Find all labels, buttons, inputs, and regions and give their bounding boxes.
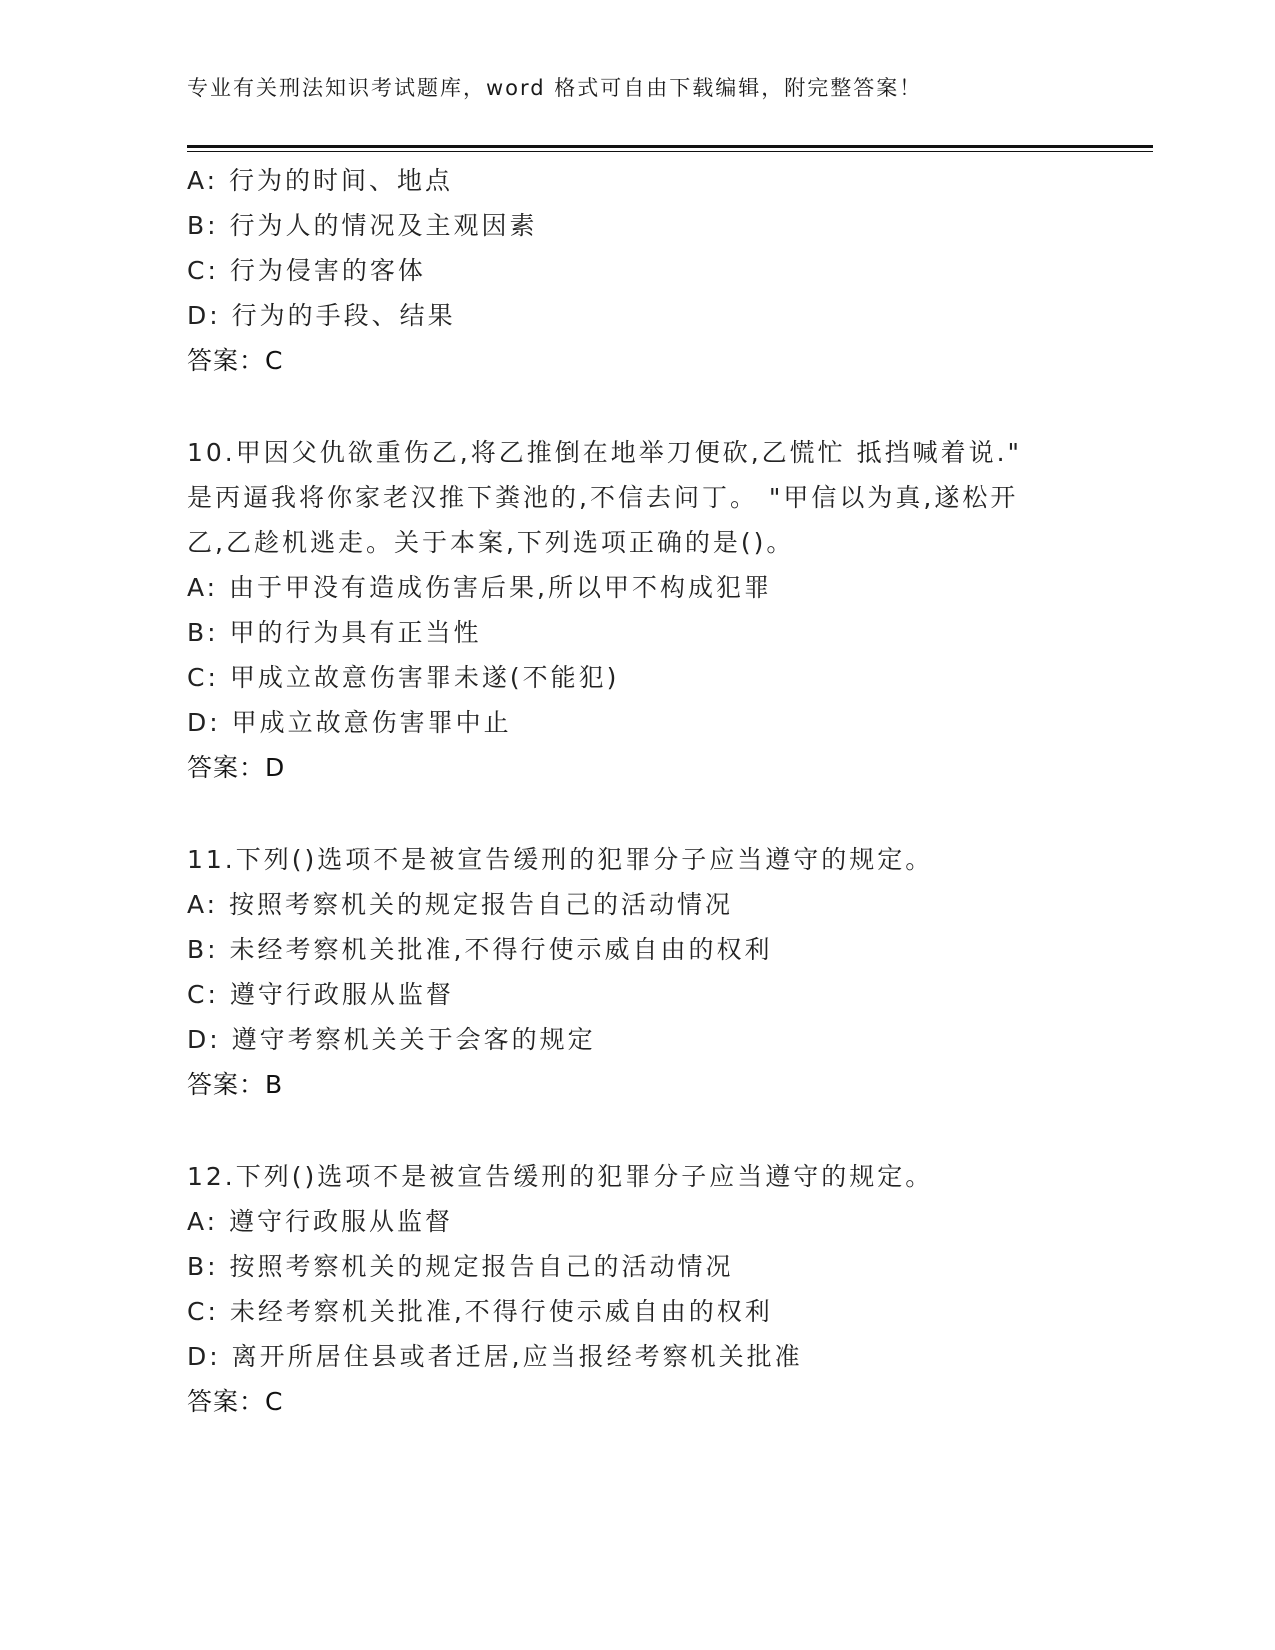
answer-line: 答案：C — [187, 1387, 284, 1416]
option-c: C: 甲成立故意伤害罪未遂(不能犯) — [187, 663, 620, 692]
question-stem-line: 10.甲因父仇欲重伤乙,将乙推倒在地举刀便砍,乙慌忙 抵挡喊着说." — [187, 438, 1023, 467]
question-gap — [187, 1107, 1087, 1154]
option-b: B: 行为人的情况及主观因素 — [187, 211, 538, 240]
question-gap — [187, 790, 1087, 837]
question-gap — [187, 383, 1087, 430]
question-stem-line: 11.下列()选项不是被宣告缓刑的犯罪分子应当遵守的规定。 — [187, 845, 934, 874]
option-a: A: 行为的时间、地点 — [187, 166, 454, 195]
question-block-9 — [187, 158, 1087, 383]
option-d: D: 甲成立故意伤害罪中止 — [187, 708, 512, 737]
option-c: C: 未经考察机关批准,不得行使示威自由的权利 — [187, 1297, 773, 1326]
option-b: B: 甲的行为具有正当性 — [187, 618, 482, 647]
answer-line: 答案：C — [187, 346, 284, 375]
option-a: A: 按照考察机关的规定报告自己的活动情况 — [187, 890, 734, 919]
question-block-10 — [187, 430, 1087, 790]
question-block-11 — [187, 837, 1087, 1107]
option-c: C: 行为侵害的客体 — [187, 256, 426, 285]
option-d: D: 遵守考察机关关于会客的规定 — [187, 1025, 596, 1054]
option-b: B: 按照考察机关的规定报告自己的活动情况 — [187, 1252, 734, 1281]
header-rule-thin — [187, 151, 1153, 152]
option-a: A: 由于甲没有造成伤害后果,所以甲不构成犯罪 — [187, 573, 772, 602]
question-stem-line: 是丙逼我将你家老汉推下粪池的,不信去问丁。 "甲信以为真,遂松开 — [187, 483, 1019, 512]
option-b: B: 未经考察机关批准,不得行使示威自由的权利 — [187, 935, 773, 964]
question-list — [187, 158, 1087, 1424]
question-stem-line: 12.下列()选项不是被宣告缓刑的犯罪分子应当遵守的规定。 — [187, 1162, 934, 1191]
answer-line: 答案：B — [187, 1070, 284, 1099]
option-a: A: 遵守行政服从监督 — [187, 1207, 454, 1236]
question-stem-line: 乙,乙趁机逃走。关于本案,下列选项正确的是()。 — [187, 528, 795, 557]
answer-line: 答案：D — [187, 753, 286, 782]
question-block-12 — [187, 1154, 1087, 1424]
header-rule-thick — [187, 145, 1153, 148]
document-header: 专业有关刑法知识考试题库，word 格式可自由下载编辑，附完整答案！ — [187, 76, 923, 100]
option-c: C: 遵守行政服从监督 — [187, 980, 454, 1009]
option-d: D: 行为的手段、结果 — [187, 301, 456, 330]
option-d: D: 离开所居住县或者迁居,应当报经考察机关批准 — [187, 1342, 803, 1371]
